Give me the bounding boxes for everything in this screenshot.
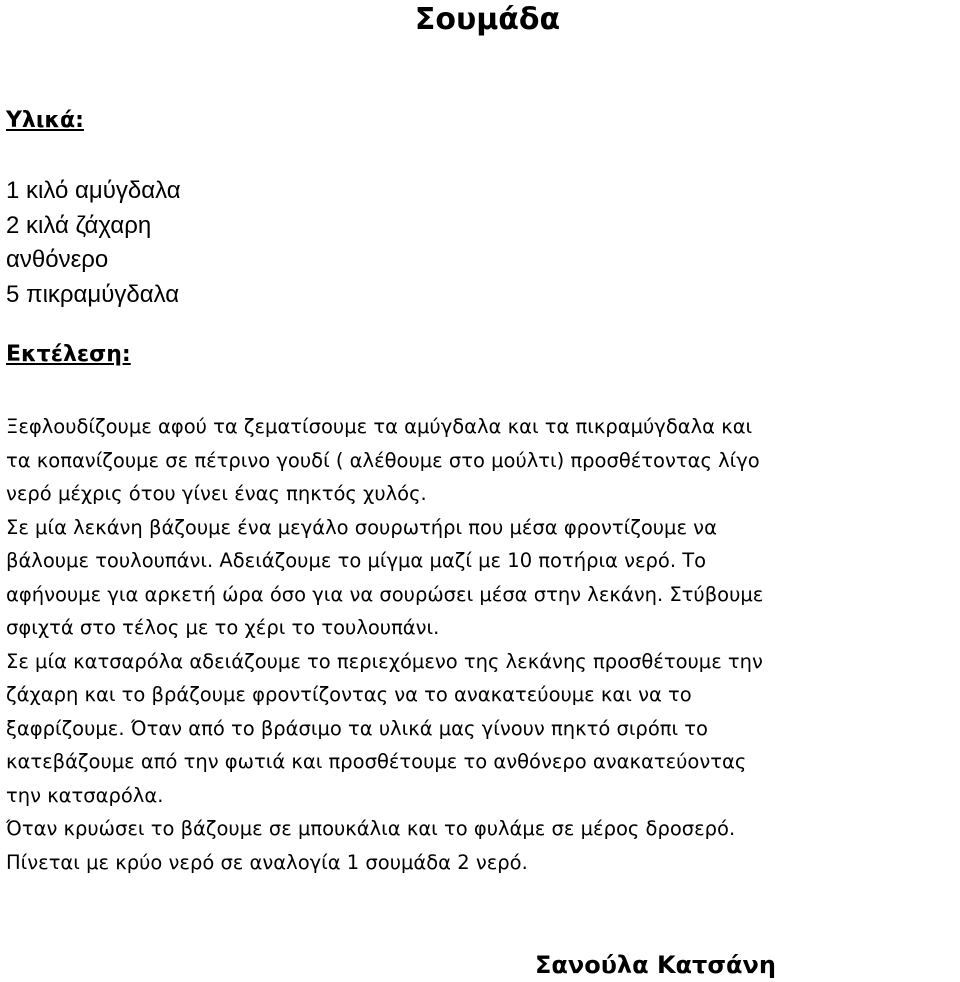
recipe-title: Σουμάδα	[414, 2, 561, 37]
ingredient-item: ανθόνερο	[6, 246, 109, 273]
method-line: βάλουμε τουλουπάνι. Αδειάζουμε το μίγμα μαζί με 10 ποτήρια νερό. Το	[6, 549, 707, 572]
author-name: Σανούλα Κατσάνη	[535, 951, 776, 979]
method-text	[6, 410, 960, 879]
method-line: σφιχτά στο τέλος με το χέρι το τουλουπάνι.	[6, 616, 440, 639]
method-line: Σε μία λεκάνη βάζουμε ένα μεγάλο σουρωτήρι που μέσα φροντίζουμε να	[6, 515, 717, 539]
method-line: ξαφρίζουμε. Όταν από το βράσιμο τα υλικά μας γίνουν πηκτό σιρόπι το	[6, 716, 708, 740]
ingredients-list	[6, 174, 181, 312]
method-line: ζάχαρη και το βράζουμε φροντίζοντας να το ανακατεύουμε και να το	[6, 683, 692, 706]
ingredient-item: 5 πικραμύγδαλα	[6, 280, 180, 308]
method-line: την κατσαρόλα.	[6, 783, 164, 807]
ingredients-heading: Υλικά:	[6, 108, 84, 133]
method-line: Σε μία κατσαρόλα αδειάζουμε το περιεχόμενο της λεκάνης προσθέτουμε την	[6, 649, 763, 673]
ingredient-item: 2 κιλά ζάχαρη	[6, 211, 152, 239]
method-line: Πίνεται με κρύο νερό σε αναλογία 1 σουμάδα 2 νερό.	[6, 850, 528, 874]
method-line: Ξεφλουδίζουμε αφού τα ζεματίσουμε τα αμύγδαλα και τα πικραμύγδαλα και	[6, 415, 753, 438]
method-line: Όταν κρυώσει το βάζουμε σε μπουκάλια και το φυλάμε σε μέρος δροσερό.	[6, 817, 736, 840]
method-line: αφήνουμε για αρκετή ώρα όσο για να σουρώσει μέσα στην λεκάνη. Στύβουμε	[6, 582, 764, 606]
ingredient-item: 1 κιλό αμύγδαλα	[6, 177, 181, 204]
method-line: κατεβάζουμε από την φωτιά και προσθέτουμε το ανθόνερο ανακατεύοντας	[6, 750, 747, 773]
method-heading: Εκτέλεση:	[6, 342, 131, 367]
method-line: νερό μέχρις ότου γίνει ένας πηκτός χυλός.	[6, 482, 427, 505]
method-line: τα κοπανίζουμε σε πέτρινο γουδί ( αλέθουμε στο μούλτι) προσθέτοντας λίγο	[6, 448, 760, 472]
